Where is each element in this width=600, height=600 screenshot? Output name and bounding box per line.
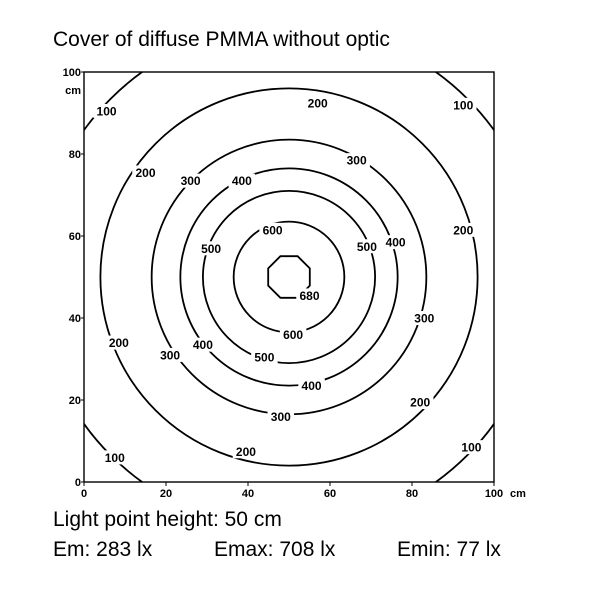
y-tick-label: 0 [74,477,81,489]
contour-label-500: 500 [254,350,275,365]
x-tick-label: 40 [241,488,255,500]
contour-label-400: 400 [192,338,213,353]
y-tick-label: 100 [62,67,81,79]
contour-label-100: 100 [96,104,117,119]
em-value: Em: 283 lx [53,538,153,561]
light-point-height: Light point height: 50 cm [53,508,282,531]
contour-label-300: 300 [270,409,291,424]
contour-label-300: 300 [160,348,181,363]
contour-label-100: 100 [461,440,482,455]
contour-label-200: 200 [453,223,474,238]
contour-label-200: 200 [410,395,431,410]
x-tick-label: 60 [323,488,337,500]
y-unit-label: cm [65,85,81,97]
x-tick-label: 0 [80,488,88,500]
contour-label-200: 200 [135,165,156,180]
y-tick-label: 40 [68,313,81,325]
contour-label-300: 300 [180,174,201,189]
y-tick-label: 60 [68,231,81,243]
contour-label-600: 600 [262,223,283,238]
contour-label-200: 200 [235,444,256,459]
contour-label-100: 100 [104,450,125,465]
ticks-layer [63,67,526,500]
x-unit-label: cm [510,488,526,500]
contour-600 [234,222,345,333]
contour-label-300: 300 [414,311,435,326]
x-tick-label: 100 [484,488,504,500]
y-tick-label: 20 [68,395,81,407]
contour-label-400: 400 [231,174,252,189]
contour-label-400: 400 [385,235,406,250]
contour-label-200: 200 [307,96,328,111]
emin-value: Emin: 77 lx [397,538,501,561]
contour-label-300: 300 [346,153,367,168]
contour-label-680: 680 [299,288,320,303]
contour-label-400: 400 [301,379,322,394]
contour-label-100: 100 [453,98,474,113]
y-tick-label: 80 [68,149,81,161]
page-title: Cover of diffuse PMMA without optic [53,28,390,51]
contour-label-200: 200 [108,336,129,351]
contour-label-600: 600 [283,327,304,342]
contour-label-500: 500 [201,241,222,256]
x-tick-label: 80 [405,488,419,500]
x-tick-label: 20 [159,488,173,500]
contour-label-500: 500 [356,239,377,254]
emax-value: Emax: 708 lx [214,538,336,561]
contour-400 [180,168,397,385]
